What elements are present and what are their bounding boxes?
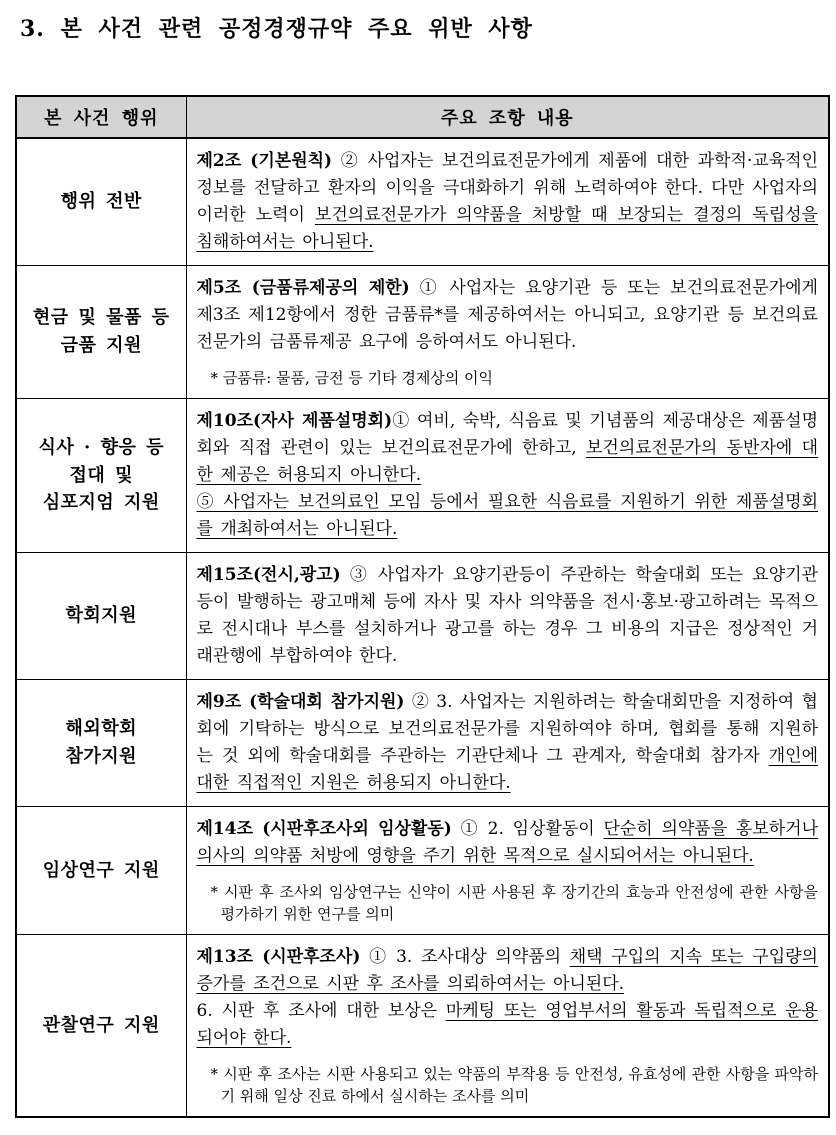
- category-line: 현금 및 물품 등: [32, 307, 170, 329]
- text-segment: 6. 시판 후 조사에 대한 보상은: [196, 1001, 446, 1021]
- category-line: 학회지원: [65, 605, 138, 627]
- text-segment: ① 여비, 숙박, 식음료 및 기념품의 제공대상은 제품설명회와 직접 관련이 있는 보건의료전문가에 한하고,: [196, 411, 818, 458]
- category-line: 임상연구 지원: [42, 859, 160, 881]
- provision-cell: [186, 399, 829, 553]
- text-segment: 제10조(자사 제품설명회): [196, 411, 393, 431]
- text-segment: 제9조 (학술대회 참가지원): [196, 692, 405, 712]
- provision-cell: [186, 553, 829, 680]
- text-segment: 마케팅 또는 영업부서의 활동과 독립적으로 운용되어야 한다.: [196, 1001, 818, 1048]
- text-segment: ② 3. 사업자는 지원하려는 학술대회만을 지정하여 협회에 기탁하는 방식으로 보건의료전문가를 지원하여야 하며, 협회를 통해 지원하는 것 외에 학술대회를 주관하는 기관단체나 그 관계자, 학술대회 참가자: [196, 692, 818, 766]
- text-segment: 제13조 (시판후조사): [196, 947, 361, 967]
- body-paragraph: [197, 562, 819, 670]
- provision-cell: [186, 266, 829, 399]
- header-case-activity: 본 사건 행위: [16, 96, 186, 138]
- text-segment: 채택 구입의 지속 또는 구입량의 증가를 조건으로 시판 후 조사를 의뢰하여서는 아니된다.: [196, 947, 818, 994]
- category-line: 식사 · 향응 등: [38, 436, 164, 458]
- table-row: [16, 399, 829, 553]
- body-paragraph: [197, 816, 819, 870]
- text-segment: 단순히 의약품을 홍보하거나 의사의 의약품 처방에 영향을 주기 위한 목적으로 실시되어서는 아니된다.: [196, 819, 818, 866]
- text-segment: 보건의료전문가의 동반자에 대한 제공은 허용되지 아니한다.: [196, 438, 818, 485]
- provision-cell: [186, 680, 829, 807]
- header-provision-content: 주요 조항 내용: [186, 96, 829, 138]
- category-line: 행위 전반: [60, 191, 142, 213]
- provision-cell: [186, 138, 829, 266]
- body-paragraph: [197, 408, 819, 489]
- category-cell: [16, 399, 186, 553]
- category-cell: [16, 935, 186, 1118]
- category-line: 해외학회: [65, 718, 138, 740]
- category-line: 심포지엄 지원: [42, 492, 160, 514]
- body-paragraph: [197, 944, 819, 998]
- category-line: 참가지원: [65, 746, 138, 767]
- body-paragraph: [197, 689, 819, 797]
- body-paragraph: [197, 489, 819, 543]
- category-cell: [16, 807, 186, 935]
- table-row: [16, 553, 829, 680]
- table-row: [16, 266, 829, 399]
- text-segment: ⑤ 사업자는 보건의료인 모임 등에서 필요한 식음료를 지원하기 위한 제품설명회를 개최하여서는 아니된다.: [196, 492, 818, 539]
- table-row: [16, 935, 829, 1118]
- text-segment: 제5조 (금품류제공의 제한): [196, 278, 410, 298]
- footnote-paragraph: [197, 881, 819, 925]
- table-header: [16, 96, 829, 138]
- category-cell: [16, 680, 186, 807]
- body-paragraph: [197, 275, 819, 356]
- text-segment: * 시판 후 조사는 시판 사용되고 있는 약품의 부작용 등 안전성, 유효성에 관한 사항을 파악하기 위해 일상 진료 하에서 실시하는 조사를 의미: [210, 1065, 818, 1105]
- category-line: 금품 지원: [60, 335, 142, 356]
- text-segment: 제15조(전시,광고): [196, 565, 341, 585]
- text-segment: * 금품류: 물품, 금전 등 기타 경제상의 이익: [210, 369, 494, 387]
- text-segment: ② 사업자는 보건의료전문가에게 제품에 대한 과학적·교육적인 정보를 전달하고 환자의 이익을 극대화하기 위해 노력하여야 한다. 다만 사업자의 이러한 노력이: [196, 151, 818, 225]
- violation-table: [15, 95, 830, 1118]
- header-row: [16, 96, 829, 138]
- text-segment: ① 3. 조사대상 의약품의: [360, 947, 570, 967]
- footnote-paragraph: [197, 1063, 819, 1107]
- category-line: 관찰연구 지원: [42, 1014, 160, 1036]
- text-segment: * 시판 후 조사외 임상연구는 신약이 시판 사용된 후 장기간의 효능과 안전성에 관한 사항을 평가하기 위한 연구를 의미: [210, 883, 818, 923]
- category-line: 접대 및: [69, 464, 133, 486]
- table-row: [16, 138, 829, 266]
- text-segment: ③ 사업자가 요양기관등이 주관하는 학술대회 또는 요양기관등이 발행하는 광고매체 등에 자사 및 자사 의약품을 전시·홍보·광고하려는 목적으로 전시대나 부스를 설치하거나 광고를 하는 경우 그 비용의 지급은 정상적인 거래관행에 부합하여야 한다.: [196, 565, 818, 666]
- text-segment: ① 사업자는 요양기관 등 또는 보건의료전문가에게 제3조 제12항에서 정한 금품류*를 제공하여서는 아니되고, 요양기관 등 보건의료전문가의 금품류제공 요구에 응하여서도 아니된다.: [196, 278, 818, 352]
- text-segment: 제14조 (시판후조사외 임상활동): [196, 819, 452, 839]
- table-body: [16, 138, 829, 1117]
- text-segment: ① 2. 임상활동이: [451, 819, 604, 839]
- provision-cell: [186, 807, 829, 935]
- category-cell: [16, 553, 186, 680]
- page-title: 3. 본 사건 관련 공정경쟁규약 주요 위반 사항: [20, 16, 533, 42]
- text-segment: 보건의료전문가가 의약품을 처방할 때 보장되는 결정의 독립성을 침해하여서는 아니된다.: [196, 205, 818, 252]
- text-segment: 개인에 대한 직접적인 지원은 허용되지 아니한다.: [196, 746, 818, 793]
- body-paragraph: [197, 148, 819, 256]
- table-row: [16, 680, 829, 807]
- body-paragraph: [197, 998, 819, 1052]
- text-segment: 제2조 (기본원칙): [196, 151, 333, 171]
- category-cell: [16, 138, 186, 266]
- category-cell: [16, 266, 186, 399]
- table-row: [16, 807, 829, 935]
- provision-cell: [186, 935, 829, 1118]
- footnote-paragraph: [197, 367, 819, 389]
